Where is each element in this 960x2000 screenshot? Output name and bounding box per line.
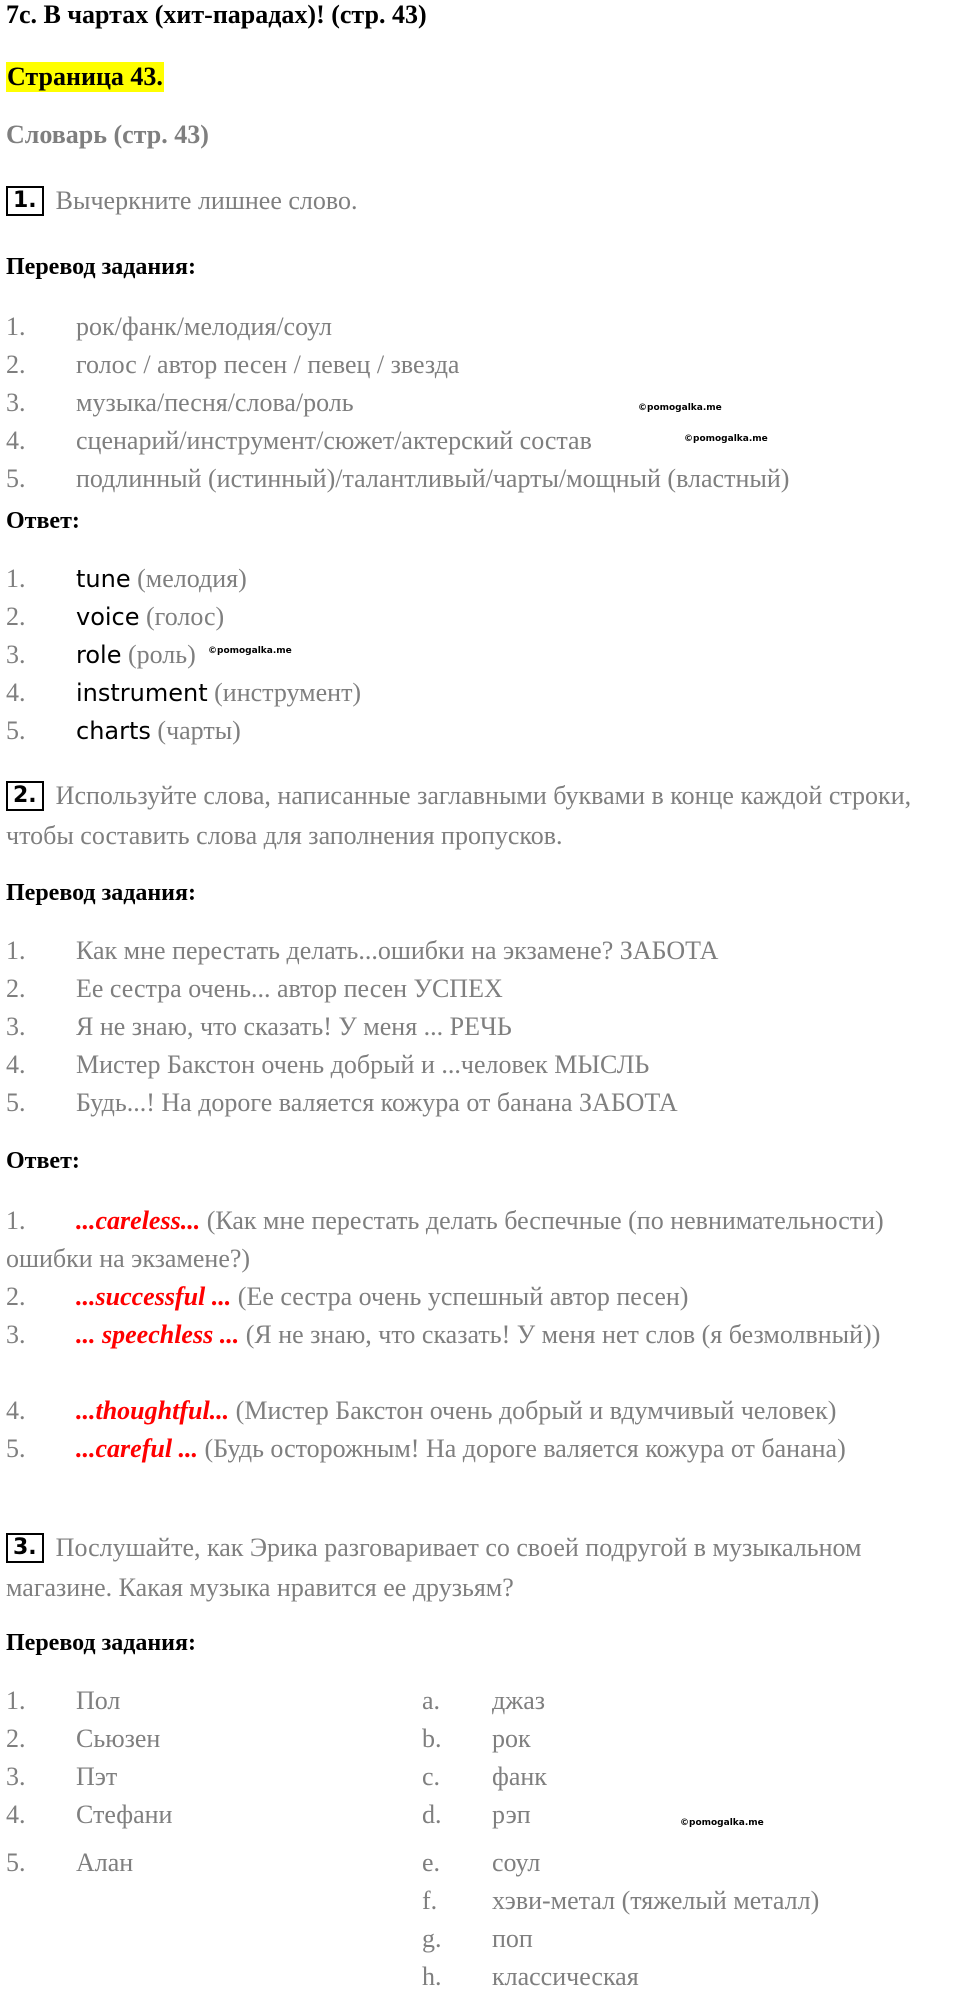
- section-heading: Словарь (стр. 43): [6, 120, 209, 149]
- task3-translation-header: Перевод задания:: [6, 1630, 196, 1656]
- answer-item: 4. ...thoughtful... (Мистер Бакстон очень добрый и вдумчивый человек): [6, 1396, 837, 1425]
- task1-answer-header: Ответ:: [6, 508, 80, 534]
- task2-number: 2.: [6, 781, 44, 811]
- watermark: ©pomogalka.me: [208, 646, 292, 656]
- answer-item: 2. ...successful ... (Ее сестра очень успешный автор песен): [6, 1282, 689, 1311]
- page-title: 7с. В чартах (хит-парадах)! (стр. 43): [6, 0, 427, 29]
- task2-text: Используйте слова, написанные заглавными буквами в конце каждой строки, чтобы составить слова для заполнения пропусков.: [6, 781, 912, 850]
- task1-text: Вычеркните лишнее слово.: [55, 186, 358, 215]
- task1-number: 1.: [6, 186, 44, 216]
- page-label: Страница 43.: [7, 62, 163, 91]
- task3-instruction: [6, 1528, 954, 1608]
- answer-item: 5. ...careful ... (Будь осторожным! На дороге валяется кожура от банана): [6, 1434, 846, 1463]
- task2-instruction: [6, 776, 954, 856]
- watermark: ©pomogalka.me: [680, 1818, 764, 1828]
- watermark: ©pomogalka.me: [638, 403, 722, 413]
- task2-answer-header: Ответ:: [6, 1148, 80, 1174]
- answer-item: 1. ...careless... (Как мне перестать делать беспечные (по невнимательности) ошибки на экзамене?): [6, 1206, 884, 1273]
- task2-translation-header: Перевод задания:: [6, 880, 196, 906]
- task3-number: 3.: [6, 1533, 44, 1563]
- watermark: ©pomogalka.me: [684, 434, 768, 444]
- task1-instruction: [6, 186, 357, 216]
- task3-text: Послушайте, как Эрика разговаривает со своей подругой в музыкальном магазине. Какая музыка нравится ее друзьям?: [6, 1533, 862, 1602]
- answer-item: 3. ... speechless ... (Я не знаю, что сказать! У меня нет слов (я безмолвный)): [6, 1320, 881, 1349]
- task1-translation-header: Перевод задания:: [6, 254, 196, 280]
